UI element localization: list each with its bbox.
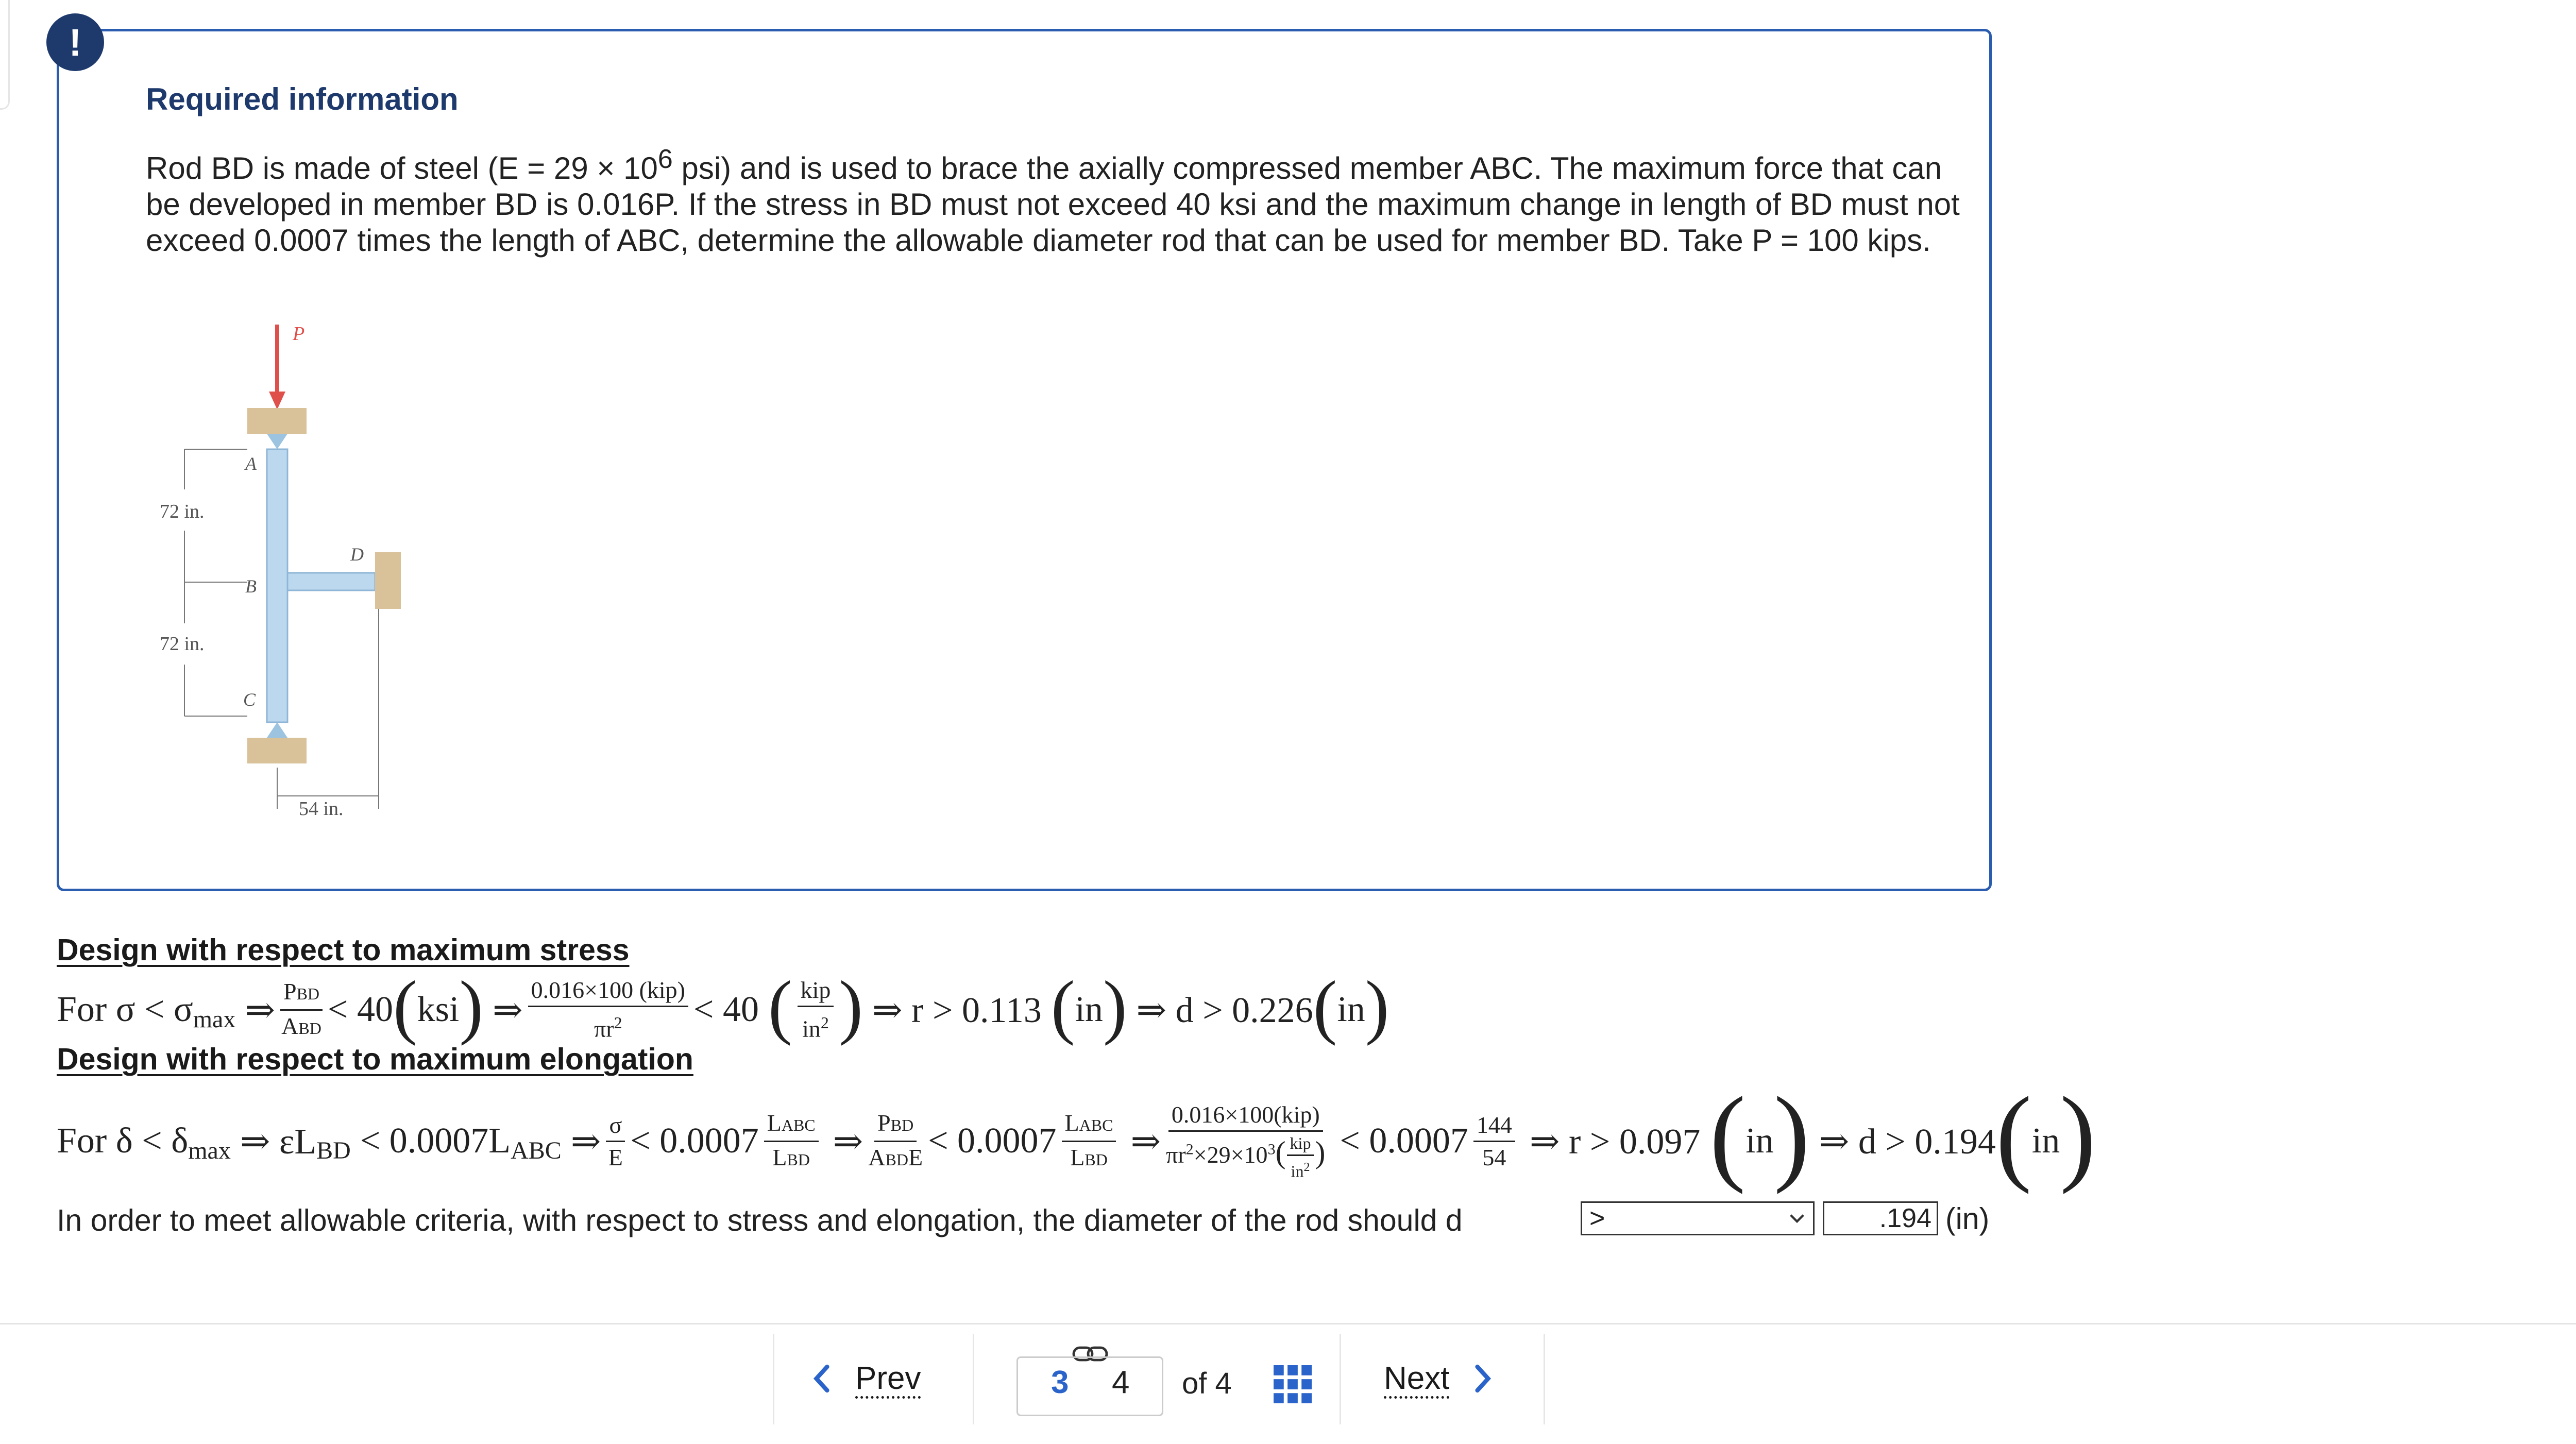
eq-arrow: ⇒	[492, 990, 523, 1030]
eq-text: < 40	[328, 990, 394, 1029]
label-b: B	[245, 576, 257, 597]
prev-button[interactable]	[809, 1360, 921, 1397]
load-arrow-head	[269, 392, 285, 410]
num-sub: ABC	[1079, 1115, 1113, 1134]
den-sub: BD	[1084, 1150, 1108, 1169]
den-exp: 2	[1303, 1161, 1310, 1175]
chevron-right-icon	[1470, 1362, 1496, 1395]
comparison-select[interactable]	[1581, 1201, 1815, 1235]
fraction	[868, 1110, 923, 1173]
dim-bottom-label: 72 in.	[160, 633, 205, 655]
top-support	[247, 408, 307, 434]
num-text: P	[283, 978, 297, 1005]
den-text: πr	[1166, 1142, 1186, 1168]
den-exp: 2	[820, 1013, 829, 1032]
den-text: ×29×10	[1193, 1142, 1268, 1168]
eq-text: < 0.0007L	[360, 1121, 511, 1161]
eq-arrow: ⇒	[1130, 1122, 1161, 1162]
stress-heading: Design with respect to maximum stress	[57, 933, 630, 967]
eq-unit: ksi	[417, 990, 460, 1029]
info-title: Required information	[146, 82, 459, 116]
load-label: P	[293, 323, 305, 345]
nav-separator	[973, 1334, 974, 1424]
eq-sub: ABC	[511, 1136, 562, 1164]
fraction	[280, 978, 323, 1042]
den-exp: 2	[1185, 1141, 1194, 1158]
eq-text: < 0.0007	[928, 1121, 1057, 1161]
fraction	[1473, 1112, 1515, 1171]
label-c: C	[243, 689, 256, 710]
num-text: L	[1064, 1109, 1079, 1136]
eq-sub: max	[193, 1005, 236, 1033]
unit-fraction	[1287, 1134, 1314, 1181]
den-text: L	[772, 1144, 787, 1170]
structure-figure	[149, 309, 438, 835]
select-value: >	[1589, 1203, 1605, 1233]
chevron-left-icon	[809, 1362, 835, 1395]
prev-label: Prev	[855, 1361, 921, 1396]
stress-equation: For σ < σ max ⇒ $\frac{\text{PBD}}{\text{ABD}}$ < 40 ( ksi ) ⇒ $\frac{\text{0.016×100 (kip)}}{\pi r^2}$ < 40 ( $\frac{\text{kip}}{in^2}$ ) ⇒ r > 0.113 ( in ) ⇒ d > 0.226 ( in )	[57, 966, 1389, 1046]
dim-horizontal-label: 54 in.	[299, 798, 344, 820]
eq-text: < 0.0007	[630, 1121, 759, 1161]
eq-arrow: ⇒	[245, 990, 275, 1030]
fraction	[1062, 1110, 1116, 1173]
label-a: A	[245, 453, 257, 474]
den-text: A	[281, 1012, 299, 1039]
unit-label: (in)	[1945, 1202, 1990, 1236]
eq-unit: in	[1075, 990, 1103, 1029]
eq-unit: in	[1337, 990, 1365, 1029]
eq-arrow: ⇒	[570, 1122, 601, 1162]
elongation-equation: For δ < δ max ⇒ εL BD < 0.0007L ABC ⇒ $\frac{\sigma}{E}$ < 0.0007 $\frac{\text{LABC}}{\text{LBD}}$ ⇒ $\frac{\text{PBD}}{\text{ABDE}}$ < 0.0007 $\frac{\text{LABC}}{\text{LBD}}$ ⇒ 0.016×100(kip) $\pi r^2\times 29\times 10^3$( $\frac{\text{kip}}{in^2}$ ) < 0.0007 $\frac{144}{54}$ ⇒ r > 0.097 ( in ) ⇒ d > 0.194 ( in )	[57, 1075, 2096, 1195]
page-selector[interactable]	[1016, 1356, 1163, 1416]
fraction	[606, 1112, 625, 1171]
eq-text: < 40	[693, 990, 759, 1029]
den-text: in	[1291, 1162, 1304, 1181]
num-sub: BD	[890, 1115, 914, 1134]
eq-text: For σ < σ	[57, 990, 193, 1029]
nav-separator	[773, 1334, 774, 1424]
elongation-heading: Design with respect to maximum elongation	[57, 1042, 693, 1076]
grid-icon[interactable]	[1274, 1365, 1312, 1403]
num-text: L	[767, 1109, 782, 1136]
fraction	[528, 977, 688, 1042]
r-result: ⇒ r > 0.097	[1529, 1122, 1701, 1162]
num-sub: BD	[296, 984, 320, 1003]
den-sub: BD	[885, 1150, 908, 1169]
footer-divider	[0, 1323, 2576, 1324]
eq-text: < 0.0007	[1340, 1121, 1468, 1161]
num-text: σ	[606, 1112, 625, 1142]
alert-icon: !	[46, 13, 104, 71]
dim-top-label: 72 in.	[160, 501, 205, 522]
den-text: 54	[1482, 1144, 1506, 1170]
fraction: 0.016×100(kip) $\pi r^2\times 29\times 10^3$( $\frac{\text{kip}}{in^2}$ )	[1166, 1101, 1326, 1181]
eq-unit: in	[1745, 1121, 1774, 1161]
den-text: E	[908, 1144, 923, 1170]
rod-bd	[287, 573, 375, 590]
r-result: ⇒ r > 0.113	[872, 990, 1042, 1030]
label-d: D	[350, 544, 364, 565]
page-total: of 4	[1182, 1367, 1232, 1400]
den-text: πr	[594, 1015, 614, 1042]
den-text: A	[868, 1144, 886, 1170]
nav-separator	[1544, 1334, 1545, 1424]
den-text: in	[802, 1015, 821, 1042]
eq-text: ⇒ εL	[240, 1122, 317, 1162]
current-page[interactable]: 3	[1051, 1365, 1069, 1400]
next-label: Next	[1384, 1361, 1450, 1396]
next-button[interactable]	[1384, 1360, 1496, 1397]
chevron-down-icon	[1786, 1207, 1808, 1229]
fraction	[764, 1110, 819, 1173]
diameter-answer-input[interactable]: .194	[1823, 1201, 1938, 1235]
num-sub: ABC	[781, 1115, 816, 1134]
den-text: L	[1070, 1144, 1085, 1170]
problem-exponent: 6	[657, 144, 673, 174]
num-text: 144	[1473, 1112, 1515, 1142]
member-abc	[267, 449, 287, 722]
problem-text-part1: Rod BD is made of steel (E = 29 × 10	[146, 151, 658, 185]
bottom-pin	[267, 722, 287, 738]
den-exp: 3	[1267, 1141, 1276, 1158]
bottom-support	[247, 738, 307, 763]
eq-sub: max	[188, 1136, 231, 1164]
den-sub: BD	[298, 1018, 321, 1038]
num-text: 0.016×100(kip)	[1168, 1101, 1323, 1132]
nav-separator	[1340, 1334, 1341, 1424]
num-text: kip	[1287, 1134, 1314, 1156]
left-panel-edge	[0, 0, 10, 110]
page-number[interactable]: 4	[1112, 1365, 1130, 1400]
d-result: ⇒ d > 0.226	[1136, 990, 1313, 1030]
problem-statement	[146, 141, 1964, 259]
den-text: E	[608, 1144, 623, 1170]
den-sub: BD	[787, 1150, 810, 1169]
num-text: kip	[798, 977, 834, 1007]
fraction	[798, 977, 834, 1042]
conclusion-text: In order to meet allowable criteria, with respect to stress and elongation, the diameter of the rod should d	[57, 1203, 1463, 1237]
d-result: ⇒ d > 0.194	[1819, 1122, 1996, 1162]
wall-support	[375, 552, 401, 609]
num-text: 0.016×100 (kip)	[528, 977, 688, 1007]
num-text: P	[877, 1109, 891, 1136]
eq-unit: in	[2031, 1121, 2060, 1161]
eq-text: For δ < δ	[57, 1121, 189, 1161]
eq-sub: BD	[316, 1136, 351, 1164]
den-exp: 2	[614, 1013, 622, 1032]
problem-text-part2: psi) and is used to brace the axially compressed member ABC. The maximum force that can be developed in member BD is 0.016P. If the stress in BD must not exceed 40 ksi and the maximum change in length of BD must not exceed 0.0007 times the length of ABC, determine the allowable diameter rod that can be used for member BD. Take P = 100 kips.	[146, 151, 1960, 258]
top-pin	[267, 434, 287, 449]
eq-arrow: ⇒	[833, 1122, 863, 1162]
